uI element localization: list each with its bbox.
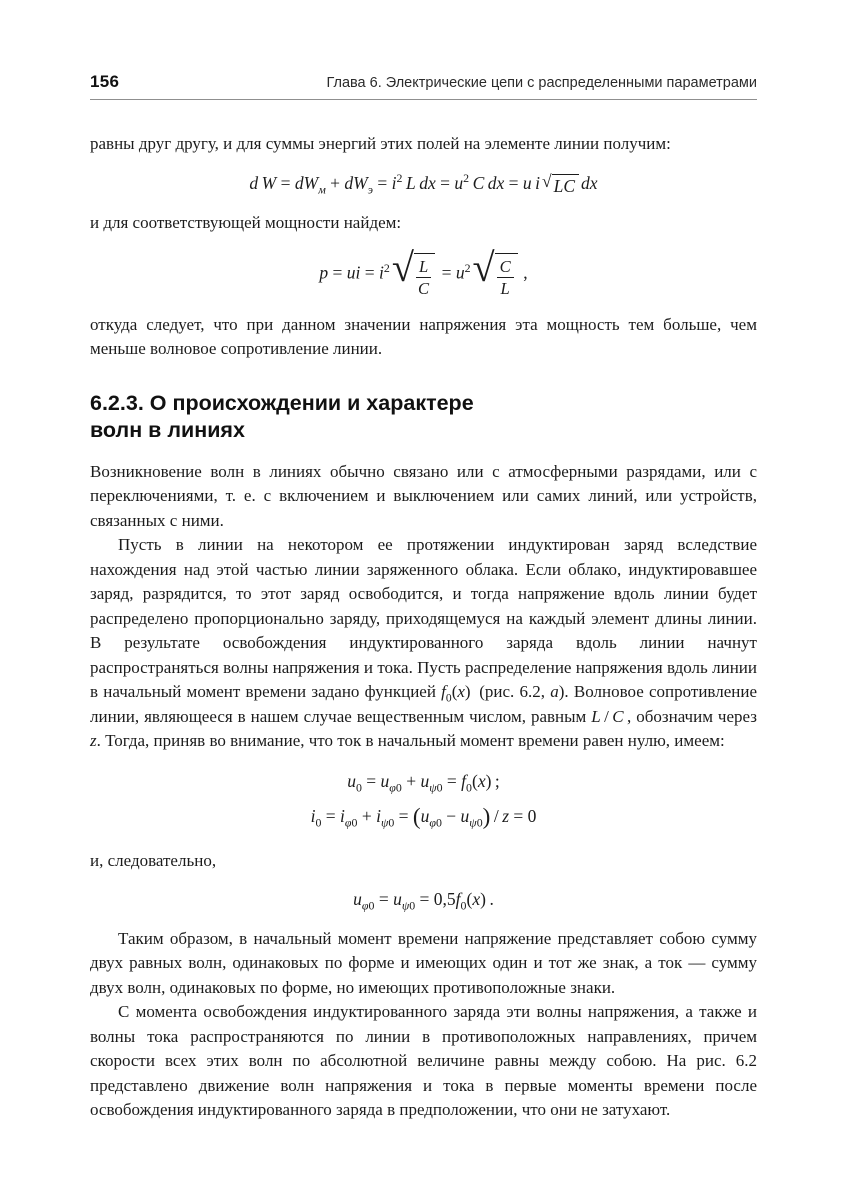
paragraph-power-conclusion: откуда следует, что при данном значении напряжения эта мощность тем больше, чем меньше волновое сопротивление линии. [90,314,757,359]
paragraph-two-waves: Таким образом, в начальный момент времени напряжение представляет собою сумму двух равных волн, одинаковых по форме и имеющих один и тот же знак, а ток — сумму двух волн, одинаковых по форме, но имеющих противоположные знаки. [90,928,757,997]
paragraph-continuation: равны друг другу, и для суммы энергий этих полей на элементе линии получим: [90,134,671,153]
section-heading-line-2: волн в линиях [90,417,245,442]
page-header [90,72,757,100]
paragraph-wave-propagation: С момента освобождения индуктированного заряда эти волны напряжения, а также и волны тока распространяются по линии в противоположных направлениях, причем скорости всех этих волн по абсолютной величине равны между собою. На рис. 6.2 представлено движение волн напряжения и тока в первые моменты времени после освобождения индуктированного заряда в предположении, что они не затухают. [90,1002,757,1120]
chapter-title: Глава 6. Электрические цепи с распределенными параметрами [326,75,757,91]
section-heading-line-1: 6.2.3. О происхождении и характере [90,390,474,415]
formula-power: p = ui = $i^2$ √ $\frac{L}{C}$ = $u^2$ √ $\frac{C}{L}$ , [319,244,528,298]
page-number: 156 [90,72,120,91]
formula-voltage-initial: $u_0 = u_{\varphi 0} + u_{\psi 0} = f_0(x)$ ; [347,770,500,795]
formula-energy-sum: d $W = dW_м + dW_э = i^2$ L dx = $u^2$ C dx = u i √ LC dx [249,170,598,196]
formula-wave-halves: $u_{\varphi 0} = u_{\psi 0} = 0,5f_0(x)$ . [353,889,494,913]
page-content [90,132,757,1123]
formula-current-initial: $i_0 = i_{\varphi 0} + i_{\psi 0} = (u_{\varphi 0} - u_{\psi 0}) / z = 0$ [310,803,537,830]
section-heading [90,390,757,444]
paragraph-induced-charge: Пусть в линии на некотором ее протяжении индуктирован заряд вследствие нахождения над этой частью линии заряженного облака. Если облако, индуктировавшее заряд, разрядится, то этот заряд освободится, и тогда напряжение вдоль линии будет распределено пропорционально заряду, приходящемуся на каждый элемент длины линии. В результате освобождения индуктированного заряда вдоль линии начнут распространяться волны напряжения и тока. Пусть распределение напряжения вдоль линии в начальный момент времени задано функцией $f_0(x)$ (рис. 6.2, а). Волновое сопротивление линии, являющееся в нашем случае вещественным числом, равным L / C , обозначим через z. Тогда, приняв во внимание, что ток в начальный момент времени равен нулю, имеем: [90,535,757,751]
paragraph-wave-origin: Возникновение волн в линиях обычно связано или с атмосферными разрядами, или с переключениями, т. е. с включением и выключением или самих линий, или устройств, связанных с ними. [90,461,757,530]
formula-group-initial-conditions [90,770,757,833]
paragraph-consequently: и, следовательно, [90,850,217,870]
paragraph-power-intro: и для соответствующей мощности найдем: [90,213,402,233]
